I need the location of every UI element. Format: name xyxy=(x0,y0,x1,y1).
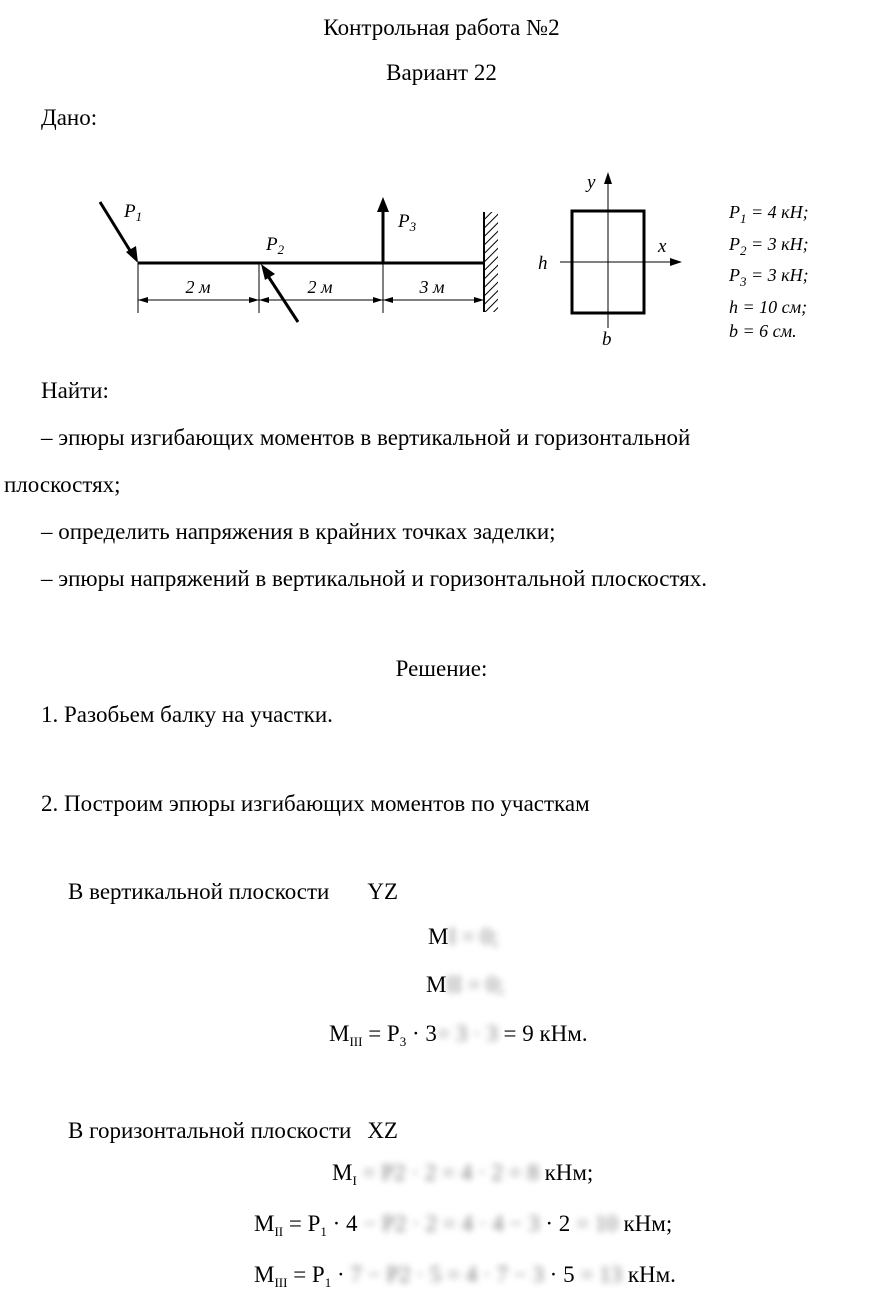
force-p3-label: $P_3$ xyxy=(398,211,417,234)
span-label-2: 2 м xyxy=(307,277,333,297)
beam-diagram xyxy=(0,160,520,340)
given-label: Дано: xyxy=(41,105,98,130)
solution-step-1: 1. Разобьем балку на участки. xyxy=(41,702,333,727)
find-label: Найти: xyxy=(41,378,109,403)
given-params xyxy=(729,200,809,344)
solution-step-2: 2. Построим эпюры изгибающих моментов по участкам xyxy=(41,791,590,816)
vertical-eq-1: MI = 0; xyxy=(428,924,499,949)
vertical-eq-2: MII = 0; xyxy=(426,972,505,997)
span-label-1: 2 м xyxy=(185,277,211,297)
horizontal-eq-1: $M_I = P2 \cdot 2 = 4 \cdot 2 = 8$ кНм; xyxy=(332,1160,594,1188)
force-p2-arrow xyxy=(266,273,298,322)
param-p1: $P_1 = 4$ кН; xyxy=(729,202,809,226)
find-item-3: – эпюры напряжений в вертикальной и горизонтальной плоскостях. xyxy=(41,566,708,591)
find-item-1-cont: плоскостях; xyxy=(4,472,121,497)
width-label: b xyxy=(602,329,612,350)
variant-label: Вариант 22 xyxy=(386,60,497,85)
x-axis-label: x xyxy=(658,236,667,257)
vertical-plane-label: В вертикальной плоскости YZ xyxy=(68,879,399,904)
horizontal-plane-name: XZ xyxy=(367,1118,398,1143)
param-b: b = 6 см. xyxy=(729,321,797,341)
force-p1-label: $P_1$ xyxy=(124,201,143,224)
param-h: h = 10 см; xyxy=(729,296,808,317)
force-p2-arrowhead xyxy=(261,264,275,280)
force-p3-arrowhead xyxy=(377,197,389,212)
vertical-eq-3: $M_{III} = P_3 \cdot 3= 3 \cdot 3 = 9$ кНм. xyxy=(329,1021,588,1049)
horizontal-eq-2: $M_{II} = P_1 \cdot 4 - P2 \cdot 2 = 4 \cdot 4 - 3 \cdot 2 = 10$ кНм; xyxy=(254,1211,673,1239)
horizontal-plane-label: В горизонтальной плоскости XZ xyxy=(68,1118,398,1143)
find-item-2: – определить напряжения в крайних точках заделки; xyxy=(41,519,556,544)
height-label: h xyxy=(538,253,548,274)
cross-section-diagram xyxy=(530,168,720,358)
wall-hatch xyxy=(484,212,498,312)
y-axis-label: y xyxy=(587,172,596,193)
span-label-3: 3 м xyxy=(419,277,445,297)
document-title: Контрольная работа №2 xyxy=(323,15,560,40)
horizontal-eq-3: $M_{III} = P_1 \cdot 7 - P2 \cdot 5 = 4 \cdot 7 - 3 \cdot 5 = 13$ кНм. xyxy=(254,1262,676,1290)
param-p3: $P_3 = 3$ кН; xyxy=(729,265,809,289)
find-item-1: – эпюры изгибающих моментов в вертикальной и горизонтальной xyxy=(41,425,691,450)
param-p2: $P_2 = 3$ кН; xyxy=(729,233,809,258)
solution-heading: Решение: xyxy=(395,656,488,681)
vertical-plane-name: YZ xyxy=(367,879,399,904)
force-p2-label: $P_2$ xyxy=(266,234,285,257)
